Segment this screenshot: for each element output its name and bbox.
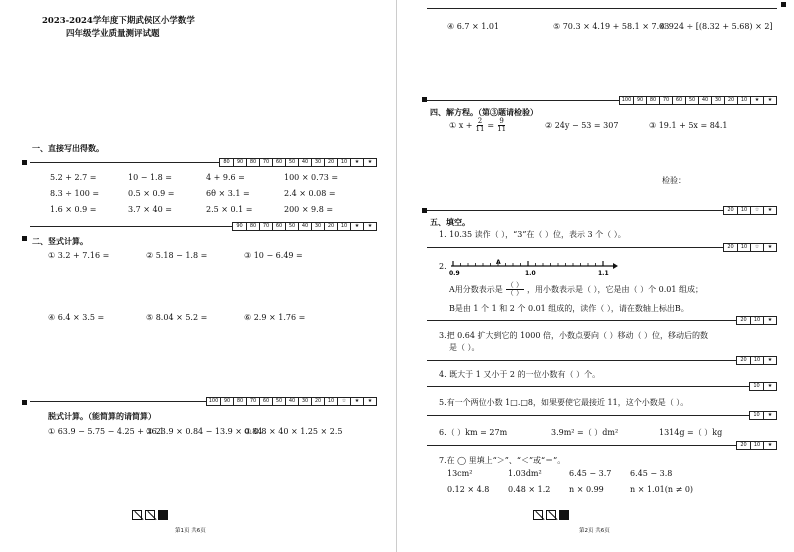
score-cell: ★ [763,357,776,364]
score-cell: 20 [724,97,737,104]
q6-score-bar [427,441,777,450]
column-calc-item: ② 5.18 − 1.8 = [146,251,208,260]
score-cell: ★ [750,97,763,104]
frac-denominator-blank: （ ） [506,289,524,297]
score-cell: 10 [750,317,763,324]
score-cell: 20 [727,244,734,250]
score-cell: ☆ [337,398,350,405]
page-number: 第1页 共6页 [175,528,206,534]
compare-item: 6.45 − 3.8 [630,469,673,478]
fill-question-7-title: 7.在 ◯ 里填上“＞”、“＜”或“＝”。 [439,456,566,465]
column-calc-item: ① 3.2 + 7.16 = [48,251,110,260]
score-cell: 90 [233,159,246,166]
number-line [449,258,619,278]
score-cell: 10 [750,442,763,449]
oral-calc-item: 6θ × 3.1 = [206,189,250,198]
score-cell: ★ [350,398,363,405]
top-rule [427,8,777,9]
q2-text-b: ，用小数表示是（ ），它是由（ ）个 0.01 组成； [527,285,703,294]
oral-calc-item: 200 × 9.8 = [284,205,334,214]
fill-question-1: 1. 10.35 读作（ ），“3”在（ ）位，表示 3 个（ ）。 [439,230,626,239]
score-cell: 10 [753,383,760,389]
slash-box-icon [132,510,142,520]
frac-numerator: 2 [477,117,483,125]
frac-numerator-blank: （ ） [506,281,524,289]
score-cell: 40 [285,398,298,405]
score-cell: 10 [737,207,750,214]
score-cell: ★ [763,442,776,449]
eq1-prefix: ① x + [449,121,473,130]
oral-calc-item: 2.4 × 0.08 = [284,189,336,198]
binding-mark [22,160,27,165]
fill-question-6b: 3.9m² =（ ）dm² [551,428,619,437]
score-cell: ★ [763,207,776,214]
score-cell: ☆ [750,244,763,251]
stepwise-calc-item: ③ 0.8 × 40 × 1.25 × 2.5 [244,427,343,436]
score-cell: ★ [363,398,376,405]
score-cell: 10 [337,159,350,166]
score-cell: 40 [298,159,311,166]
score-cell: 20 [740,442,747,448]
score-cell: 100 [621,97,632,103]
score-cell: 70 [259,223,272,230]
numline-label-0.9: 0.9 [449,270,460,277]
score-cell: 30 [711,97,724,104]
fill-question-2-line2: B是由 1 个 1 和 2 个 0.01 组成的，读作（ ），请在数轴上标出B。 [449,304,689,313]
q3-score-bar [427,356,777,365]
score-cell: 70 [259,159,272,166]
eq1-fraction-2 [497,118,506,133]
score-cell: 70 [659,97,672,104]
eq1-fraction-1 [475,118,484,133]
score-cell: 70 [246,398,259,405]
score-cell: 60 [259,398,272,405]
score-cell: ★ [363,223,376,230]
fill-question-4: 4. 既大于 1 又小于 2 的一位小数有（ ）个。 [439,370,601,379]
check-label: 检验： [662,176,686,185]
slash-box-icon [533,510,543,520]
column-calc-item: ⑤ 8.04 × 5.2 = [146,313,208,322]
column-calc-item: ⑥ 2.9 × 1.76 = [244,313,306,322]
section3-score-bar [30,397,377,406]
score-cell: ★ [763,97,776,104]
score-cell: 10 [737,97,750,104]
fill-question-5: 5.有一个两位小数 1□.□8，如果要使它最接近 11，这个小数是（ ）。 [439,398,689,407]
score-cell: 50 [685,97,698,104]
top-score-bar [427,96,777,105]
score-cell: ★ [350,223,363,230]
oral-calc-item: 8.3 ÷ 100 = [50,189,100,198]
compare-item: n × 1.01(n ≠ 0) [630,485,694,494]
score-cell: 80 [246,159,259,166]
score-cell: 40 [298,223,311,230]
stepwise-calc-item: ① 63.9 − 5.75 − 4.25 + 36.1 [48,427,165,436]
compare-item: 0.48 × 1.2 [508,485,551,494]
score-cell: ★ [763,383,776,390]
eq1-equals: = [487,121,495,130]
frac-denominator: 11 [475,125,485,133]
section4-score-bar [427,206,777,215]
score-cell: 10 [753,412,760,418]
score-cell: 20 [727,207,734,213]
score-cell: 90 [220,398,233,405]
score-cell: 30 [298,398,311,405]
binding-mark [22,236,27,241]
score-cell: 20 [740,317,747,323]
binding-mark [22,400,27,405]
stepwise-calc-item: ② 23.9 × 0.84 − 13.9 × 0.84 [146,427,263,436]
compare-item: 0.12 × 4.8 [447,485,490,494]
column-calc-item: ④ 6.4 × 3.5 = [48,313,105,322]
score-cell: 90 [633,97,646,104]
binding-mark [781,2,786,7]
oral-calc-item: 4 + 9.6 = [206,173,245,182]
score-cell: 30 [311,223,324,230]
equation-2: ② 24y − 53 = 307 [545,121,619,130]
score-cell: 50 [285,159,298,166]
score-cell: 80 [246,223,259,230]
score-cell: ★ [763,244,776,251]
fill-question-2-line1 [449,282,703,297]
score-cell: 20 [324,159,337,166]
score-cell: 50 [285,223,298,230]
score-cell: 80 [646,97,659,104]
oral-calc-item: 5.2 + 2.7 = [50,173,97,182]
section1-title: 一、直接写出得数。 [32,143,104,153]
fill-question-6c: 1314g =（ ）kg [659,428,723,437]
section1-score-bar [30,158,377,167]
equation-1 [449,118,506,133]
section5-title: 五、填空。 [430,217,470,227]
score-cell: ★ [763,412,776,419]
footer-icons [533,510,572,520]
fill-question-6a: 6.（ ）km = 27m [439,428,508,437]
score-cell: 10 [750,357,763,364]
numline-label-1.1: 1.1 [598,270,609,277]
oral-calc-item: 2.5 × 0.1 = [206,205,253,214]
q5-score-bar [427,411,777,420]
score-cell: 100 [208,398,219,404]
q2-score-bar [427,316,777,325]
score-cell: 10 [337,223,350,230]
score-cell: ★ [763,317,776,324]
score-cell: 40 [698,97,711,104]
stepwise-calc-item: ④ 6.7 × 1.01 [447,22,500,31]
score-cell: ★ [363,159,376,166]
filled-box-icon [559,510,569,520]
number-line-arrow [613,263,618,269]
score-cell: 20 [740,357,747,363]
exam-header-subtitle: 四年级学业质量测评试题 [66,29,160,39]
score-cell: 90 [236,223,243,229]
oral-calc-item: 3.7 × 40 = [128,205,172,214]
q4-score-bar [427,382,777,391]
numline-label-1.0: 1.0 [525,270,536,277]
oral-calc-item: 1.6 × 0.9 = [50,205,97,214]
exam-header-title: 2023-2024学年度下期武侯区小学数学 [42,16,195,26]
score-cell: 60 [272,223,285,230]
score-cell: ☆ [750,207,763,214]
oral-calc-item: 10 − 1.8 = [128,173,172,182]
score-cell: 20 [311,398,324,405]
score-cell: 30 [311,159,324,166]
oral-calc-item: 0.5 × 0.9 = [128,189,175,198]
compare-item: 13cm² [447,469,473,478]
frac-numerator: 9 [499,117,504,125]
score-cell: 10 [324,398,337,405]
filled-box-icon [158,510,168,520]
q2-text-a: A用分数表示是 [449,285,503,294]
footer-icons [132,510,171,520]
compare-item: 1.03dm² [508,469,542,478]
fill-question-3b: 是（ ）。 [449,343,480,352]
score-cell: ★ [350,159,363,166]
score-cell: 50 [272,398,285,405]
score-cell: 60 [672,97,685,104]
stepwise-calc-item: ⑥ 924 ÷ [(8.32 + 5.68) × 2] [659,22,773,31]
compare-item: n × 0.99 [569,485,604,494]
score-cell: 80 [223,159,230,165]
compare-item: 6.45 − 3.7 [569,469,612,478]
frac-denominator: 11 [497,125,507,133]
numline-label-A: A [496,259,501,266]
fill-question-3: 3.把 0.64 扩大到它的 1000 倍，小数点要向（ ）移动（ ）位，移动后的数 [439,331,709,340]
section3-title: 脱式计算。（能简算的请简算） [48,411,156,421]
column-calc-item: ③ 10 − 6.49 = [244,251,303,260]
fill-question-2-number: 2. [439,262,447,271]
oral-calc-item: 100 × 0.73 = [284,173,339,182]
stepwise-calc-item: ⑤ 70.3 × 4.19 + 58.1 × 7.03 [553,22,670,31]
section2-title: 二、竖式计算。 [32,236,88,246]
page-number: 第2页 共6页 [579,528,610,534]
slash-box-icon [145,510,155,520]
score-cell: 60 [272,159,285,166]
slash-box-icon [546,510,556,520]
equation-3: ③ 19.1 + 5x = 84.1 [649,121,728,130]
section4-title: 四、解方程。（第③题请检验） [430,107,538,117]
score-cell: 10 [737,244,750,251]
score-cell: 20 [324,223,337,230]
score-cell: 80 [233,398,246,405]
q2-fraction-blank [506,282,524,297]
exam-page-2 [397,0,794,552]
section2-score-bar [30,222,377,231]
q1-score-bar [427,243,777,252]
